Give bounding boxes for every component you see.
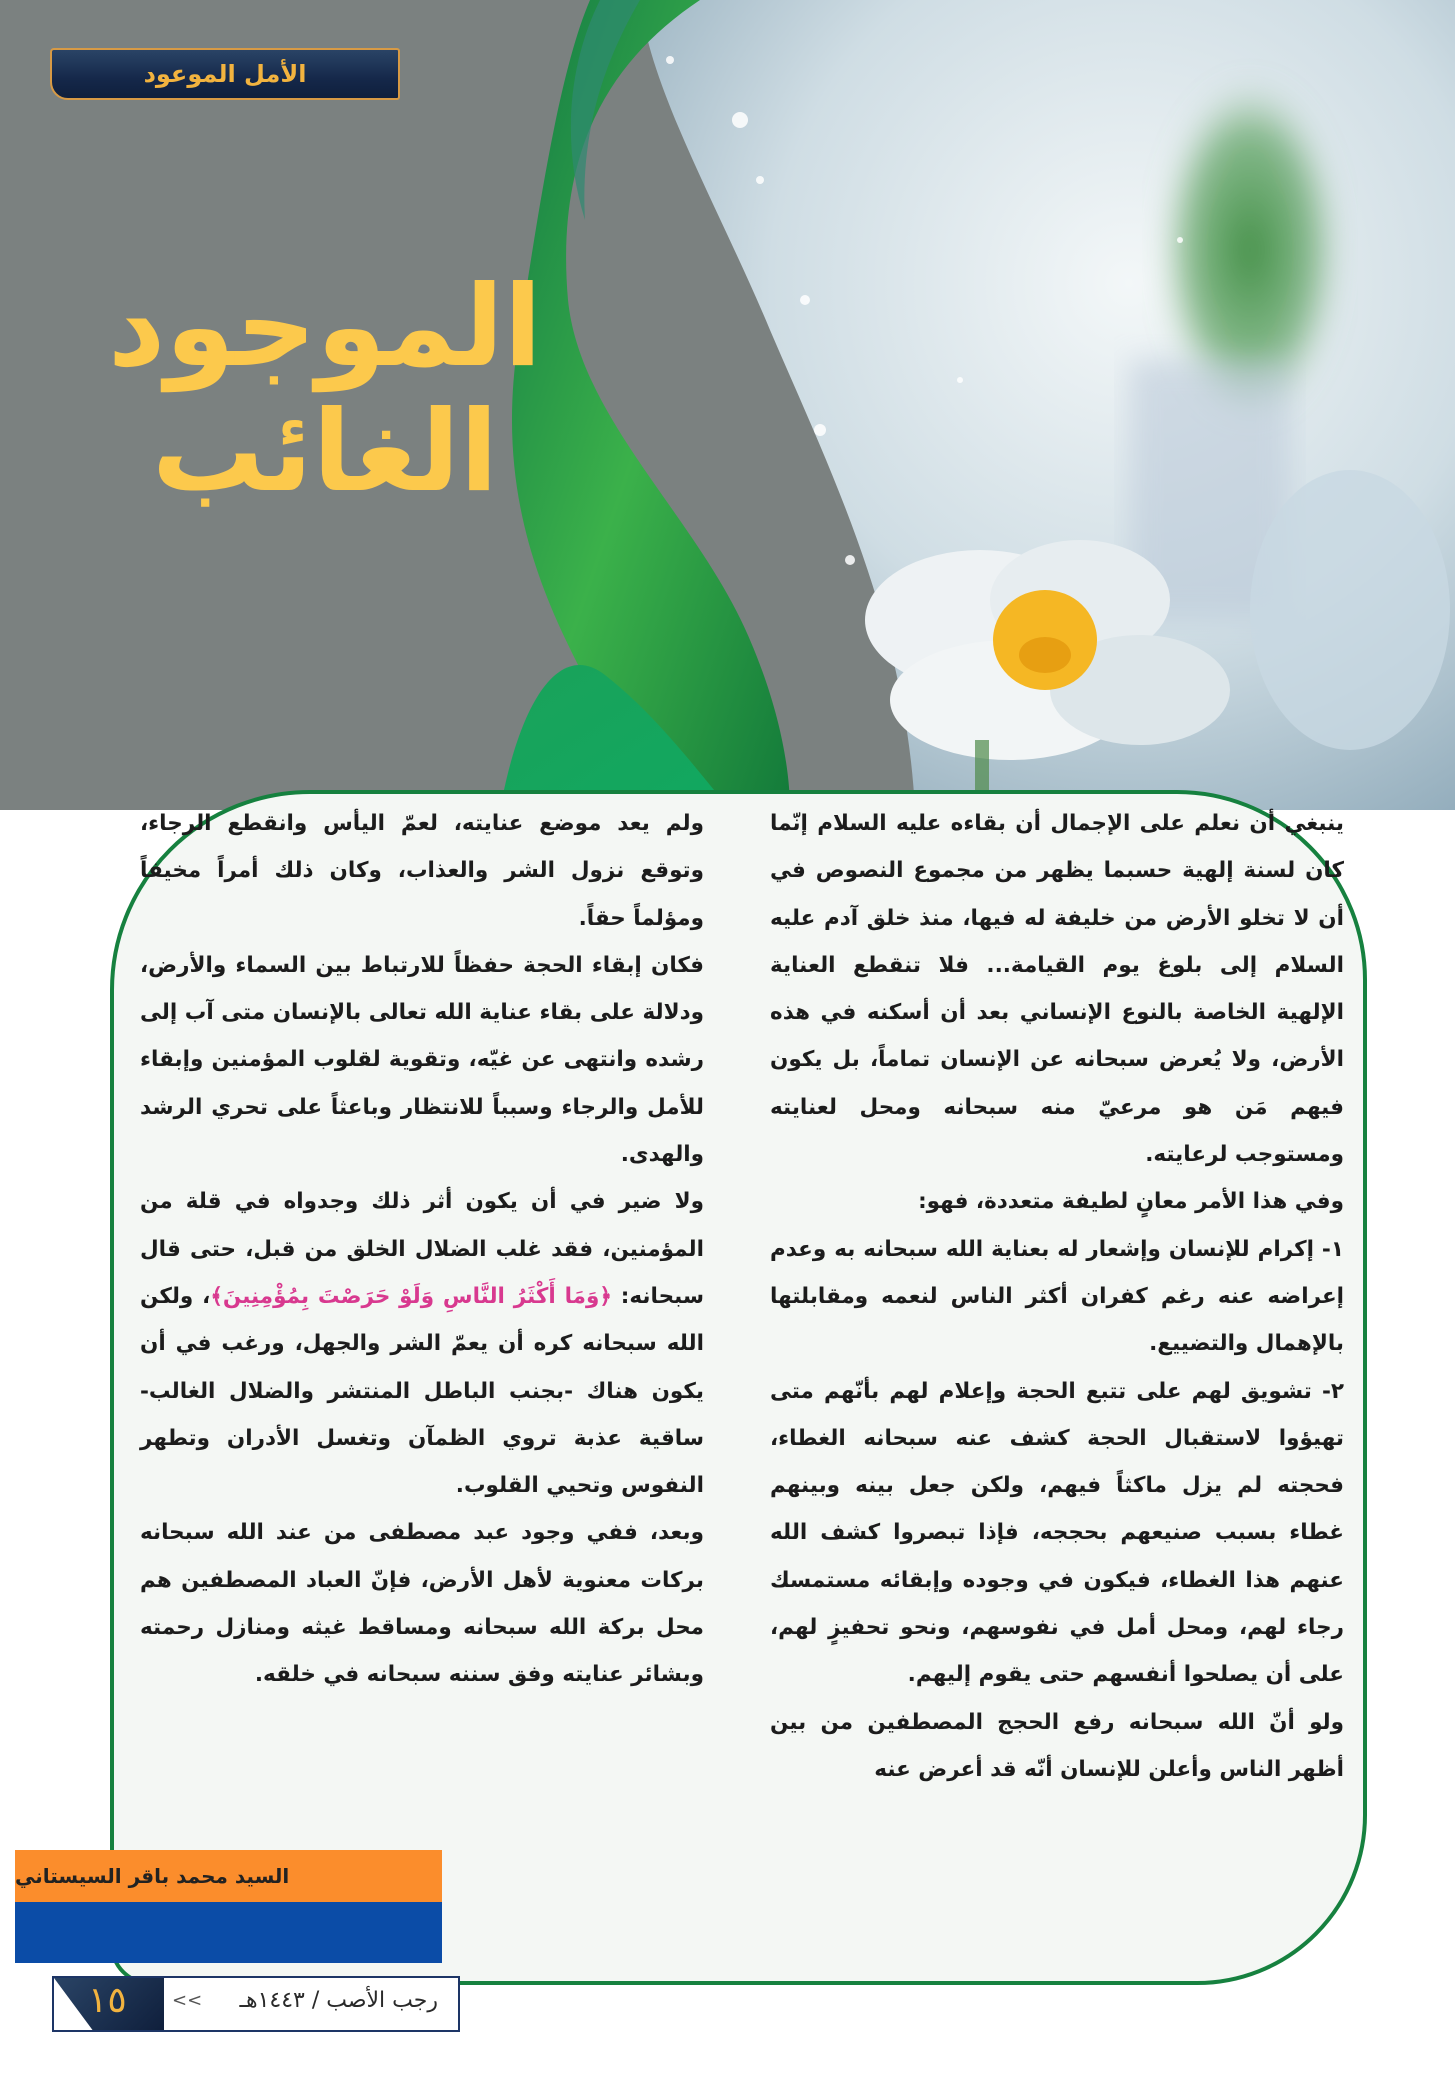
page-number: ١٥ xyxy=(88,1980,127,2021)
article-title-line-1: الموجود xyxy=(107,262,543,392)
paragraph: وبعد، ففي وجود عبد مصطفى من عند الله سبحانه بركات معنوية لأهل الأرض، فإنّ العباد المصطفين هم محل بركة الله سبحانه ومساقط غيثه ومنازل رحمته وبشائر عنايته وفق سننه سبحانه في خلقه. xyxy=(140,1520,704,1688)
hero-banner xyxy=(0,0,1455,810)
article-title-line-2: الغائب xyxy=(151,387,499,518)
author-name: السيد محمد باقر السيستاني xyxy=(15,1864,290,1888)
author-bar-bottom xyxy=(15,1902,442,1963)
page-footer xyxy=(52,1976,460,2032)
author-bar-top xyxy=(15,1850,442,1902)
paragraph: ٢- تشويق لهم على تتبع الحجة وإعلام لهم بأنّهم متى تهيؤوا لاستقبال الحجة كشف عنه سبحانه الغطاء، فحجته لم يزل ماكثاً فيهم، ولكن جعل بينه وبينهم غطاء بسبب صنيعهم بحججه، فإذا تبصروا كشف الله عنهم هذا الغطاء، فيكون في وجوده وإبقائه مستمسك رجاء لهم، ومحل أمل في نفوسهم، ونحو تحفيزٍ لهم، على أن يصلحوا أنفسهم حتى يقوم إليهم. xyxy=(770,1378,1344,1688)
paragraph: ينبغي أن نعلم على الإجمال أن بقاءه عليه السلام إنّما كان لسنة إلهية حسبما يظهر من مجموع النصوص في أن لا تخلو الأرض من خليفة له فيها، منذ خلق آدم عليه السلام إلى بلوغ يوم القيامة... فلا تنقطع العناية الإلهية الخاصة بالنوع الإنساني بعد أن أسكنه في هذه الأرض، ولا يُعرض سبحانه عن الإنسان تماماً، بل يكون فيهم مَن هو مرعيّ منه سبحانه ومحل لعنايته ومستوجب لرعايته. xyxy=(770,811,1344,1168)
article-title xyxy=(90,262,560,518)
section-tag xyxy=(50,48,400,100)
paragraph: ١- إكرام للإنسان وإشعار له بعناية الله سبحانه به وعدم إعراضه عنه رغم كفران أكثر الناس لنعمه ومقابلتها بالإهمال والتضييع. xyxy=(770,1236,1344,1357)
chevrons-icon: << xyxy=(172,1990,203,2011)
paragraph: وفي هذا الأمر معانٍ لطيفة متعددة، فهو: xyxy=(918,1189,1344,1215)
issue-date: رجب الأصب / ١٤٤٣هـ xyxy=(239,1988,438,2013)
author-bar xyxy=(15,1850,442,1963)
quran-verse: ﴿وَمَا أَكْثَرُ النَّاسِ وَلَوْ حَرَصْتَ بِمُؤْمِنِينَ﴾ xyxy=(210,1283,612,1309)
paragraph-with-quran-verse xyxy=(140,1178,704,1509)
paragraph-text: ولا ضير في أن يكون أثر ذلك وجدواه في قلة من المؤمنين، فقد غلب الضلال الخلق من قبل، حتى قال سبحانه: xyxy=(140,1189,704,1309)
paragraph: ولم يعد موضع عنايته، لعمّ اليأس وانقطع الرجاء، وتوقع نزول الشر والعذاب، وكان ذلك أمراً مخيفاً ومؤلماً حقاً. xyxy=(140,811,704,931)
paragraph: ولو أنّ الله سبحانه رفع الحجج المصطفين من بين أظهر الناس وأعلن للإنسان أنّه قد أعرض عنه xyxy=(770,1709,1344,1782)
section-tag-label: الأمل الموعود xyxy=(143,60,307,88)
paragraph: فكان إبقاء الحجة حفظاً للارتباط بين السماء والأرض، ودلالة على بقاء عناية الله تعالى بالإنسان متى آب إلى رشده وانتهى عن غيّه، وتقوية لقلوب المؤمنين وإبقاء للأمل والرجاء وسبباً للانتظار وباعثاً على تحري الرشد والهدى. xyxy=(140,952,704,1168)
right-column xyxy=(770,800,1344,1793)
paragraph-text: ، ولكن الله سبحانه كره أن يعمّ الشر والجهل، ورغب في أن يكون هناك -بجنب الباطل المنتشر والضلال الغالب- ساقية عذبة تروي الظمآن وتغسل الأدران وتطهر النفوس وتحيي القلوب. xyxy=(140,1283,704,1499)
left-column xyxy=(140,800,704,1699)
